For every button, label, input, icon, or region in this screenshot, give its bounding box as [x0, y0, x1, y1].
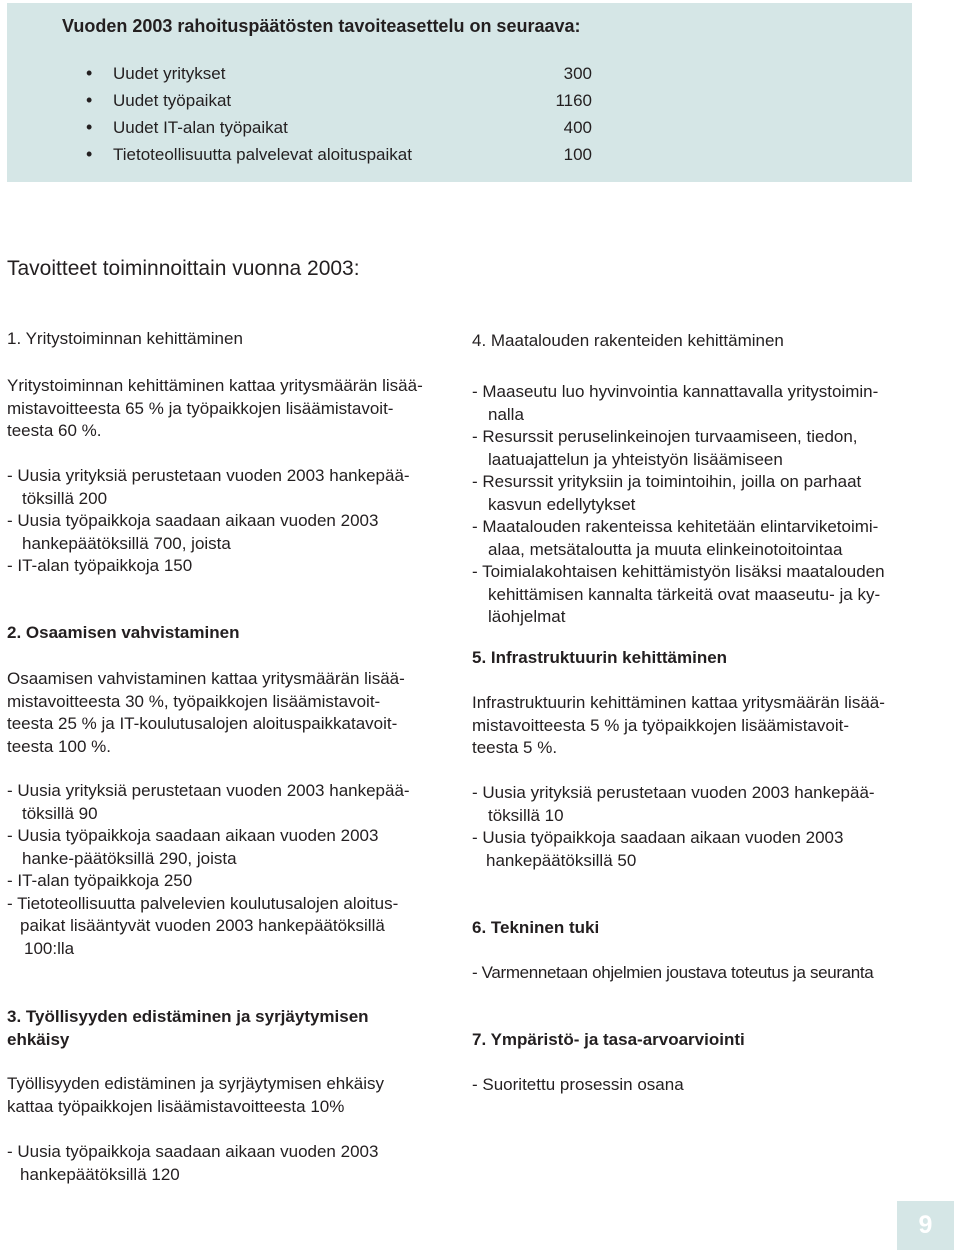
s4-list-line: - Toimialakohtaisen kehittämistyön lisäksi maatalouden [472, 562, 885, 581]
s1-paragraph-line: mistavoitteesta 65 % ja työpaikkojen lisäämistavoit- [7, 399, 394, 418]
s4-list-line: nalla [488, 405, 524, 424]
item-value: 1160 [555, 91, 592, 110]
s2-paragraph-line: Osaamisen vahvistaminen kattaa yritysmäärän lisää- [7, 669, 405, 688]
s4-list-line: - Resurssit peruselinkeinojen turvaamiseen, tiedon, [472, 427, 858, 446]
s4-list-line: alaa, metsätaloutta ja muuta elinkeinotoitointaa [488, 540, 843, 559]
bullet-icon: • [86, 63, 93, 83]
s1-list-line: - IT-alan työpaikkoja 150 [7, 556, 193, 575]
list-item [86, 117, 606, 144]
s4-list-line: kasvun edellytykset [488, 495, 636, 514]
section-5-heading: 5. Infrastruktuurin kehittäminen [472, 648, 728, 667]
section-2-heading: 2. Osaamisen vahvistaminen [7, 623, 240, 642]
s4-list-line: - Maatalouden rakenteissa kehitetään elintarviketoimi- [472, 517, 879, 536]
section-6-heading: 6. Tekninen tuki [472, 918, 600, 937]
s1-paragraph-line: Yritystoiminnan kehittäminen kattaa yritysmäärän lisää- [7, 376, 423, 395]
s2-list-line: hanke-päätöksillä 290, joista [22, 849, 237, 868]
section-1-heading: 1. Yritystoiminnan kehittäminen [7, 329, 243, 348]
s1-paragraph-line: teesta 60 %. [7, 421, 102, 440]
s5-list-line: hankepäätöksillä 50 [486, 851, 637, 870]
item-label: Tietoteollisuutta palvelevat aloituspaikat [113, 145, 412, 164]
s2-list-line: - IT-alan työpaikkoja 250 [7, 871, 193, 890]
s2-list-line: - Tietoteollisuutta palvelevien koulutusalojen aloitus- [7, 894, 399, 913]
s7-list-line: - Suoritettu prosessin osana [472, 1075, 684, 1094]
page-number: 9 [897, 1201, 954, 1250]
list-item [86, 144, 606, 171]
section-7-heading: 7. Ympäristö- ja tasa-arvoarviointi [472, 1030, 745, 1049]
s2-list-line: töksillä 90 [22, 804, 98, 823]
s1-list-line: - Uusia yrityksiä perustetaan vuoden 2003 hankepää- [7, 466, 410, 485]
s2-list-line: paikat lisääntyvät vuoden 2003 hankepäätöksillä [20, 916, 385, 935]
section-3-heading: 3. Työllisyyden edistäminen ja syrjäytymisen [7, 1007, 369, 1026]
item-label: Uudet yritykset [113, 64, 226, 83]
s2-list-line: 100:lla [24, 939, 75, 958]
s2-paragraph-line: teesta 25 % ja IT-koulutusalojen aloituspaikkatavoit- [7, 714, 398, 733]
s1-list-line: hankepäätöksillä 700, joista [22, 534, 231, 553]
section-4-heading: 4. Maatalouden rakenteiden kehittäminen [472, 331, 784, 350]
s4-list-line: - Resurssit yrityksiin ja toimintoihin, joilla on parhaat [472, 472, 862, 491]
s2-list-line: - Uusia yrityksiä perustetaan vuoden 2003 hankepää- [7, 781, 410, 800]
s4-list-line: kehittämisen kannalta tärkeitä ovat maaseutu- ja ky- [488, 585, 881, 604]
list-item [86, 90, 606, 117]
item-value: 400 [563, 118, 592, 137]
s5-list-line: töksillä 10 [488, 806, 564, 825]
main-heading: Tavoitteet toiminnoittain vuonna 2003: [7, 257, 360, 280]
summary-list [86, 63, 606, 171]
s4-list-line: läohjelmat [488, 607, 566, 626]
s3-list-line: - Uusia työpaikkoja saadaan aikaan vuoden 2003 [7, 1142, 379, 1161]
item-value: 100 [563, 145, 592, 164]
item-label: Uudet työpaikat [113, 91, 232, 110]
s5-paragraph-line: mistavoitteesta 5 % ja työpaikkojen lisäämistavoit- [472, 716, 849, 735]
bullet-icon: • [86, 117, 93, 137]
item-value: 300 [563, 64, 592, 83]
s1-list-line: - Uusia työpaikkoja saadaan aikaan vuoden 2003 [7, 511, 379, 530]
s5-list-line: - Uusia työpaikkoja saadaan aikaan vuoden 2003 [472, 828, 844, 847]
s5-paragraph-line: Infrastruktuurin kehittäminen kattaa yritysmäärän lisää- [472, 693, 885, 712]
item-label: Uudet IT-alan työpaikat [113, 118, 288, 137]
section-3-heading-cont: ehkäisy [7, 1030, 70, 1049]
s1-list-line: töksillä 200 [22, 489, 108, 508]
s6-list-line: - Varmennetaan ohjelmien joustava toteutus ja seuranta [472, 963, 874, 982]
s3-paragraph-line: Työllisyyden edistäminen ja syrjäytymisen ehkäisy [7, 1074, 384, 1093]
s2-list-line: - Uusia työpaikkoja saadaan aikaan vuoden 2003 [7, 826, 379, 845]
bullet-icon: • [86, 90, 93, 110]
s2-paragraph-line: mistavoitteesta 30 %, työpaikkojen lisäämistavoit- [7, 692, 381, 711]
s4-list-line: laatuajattelun ja yhteistyön lisäämiseen [488, 450, 783, 469]
s2-paragraph-line: teesta 100 %. [7, 737, 111, 756]
list-item [86, 63, 606, 90]
s5-paragraph-line: teesta 5 %. [472, 738, 558, 757]
s3-list-line: hankepäätöksillä 120 [20, 1165, 180, 1184]
s4-list-line: - Maaseutu luo hyvinvointia kannattavalla yritystoimin- [472, 382, 879, 401]
bullet-icon: • [86, 144, 93, 164]
summary-title: Vuoden 2003 rahoituspäätösten tavoiteasettelu on seuraava: [62, 16, 581, 36]
s3-paragraph-line: kattaa työpaikkojen lisäämistavoitteesta 10% [7, 1097, 345, 1116]
s5-list-line: - Uusia yrityksiä perustetaan vuoden 2003 hankepää- [472, 783, 875, 802]
